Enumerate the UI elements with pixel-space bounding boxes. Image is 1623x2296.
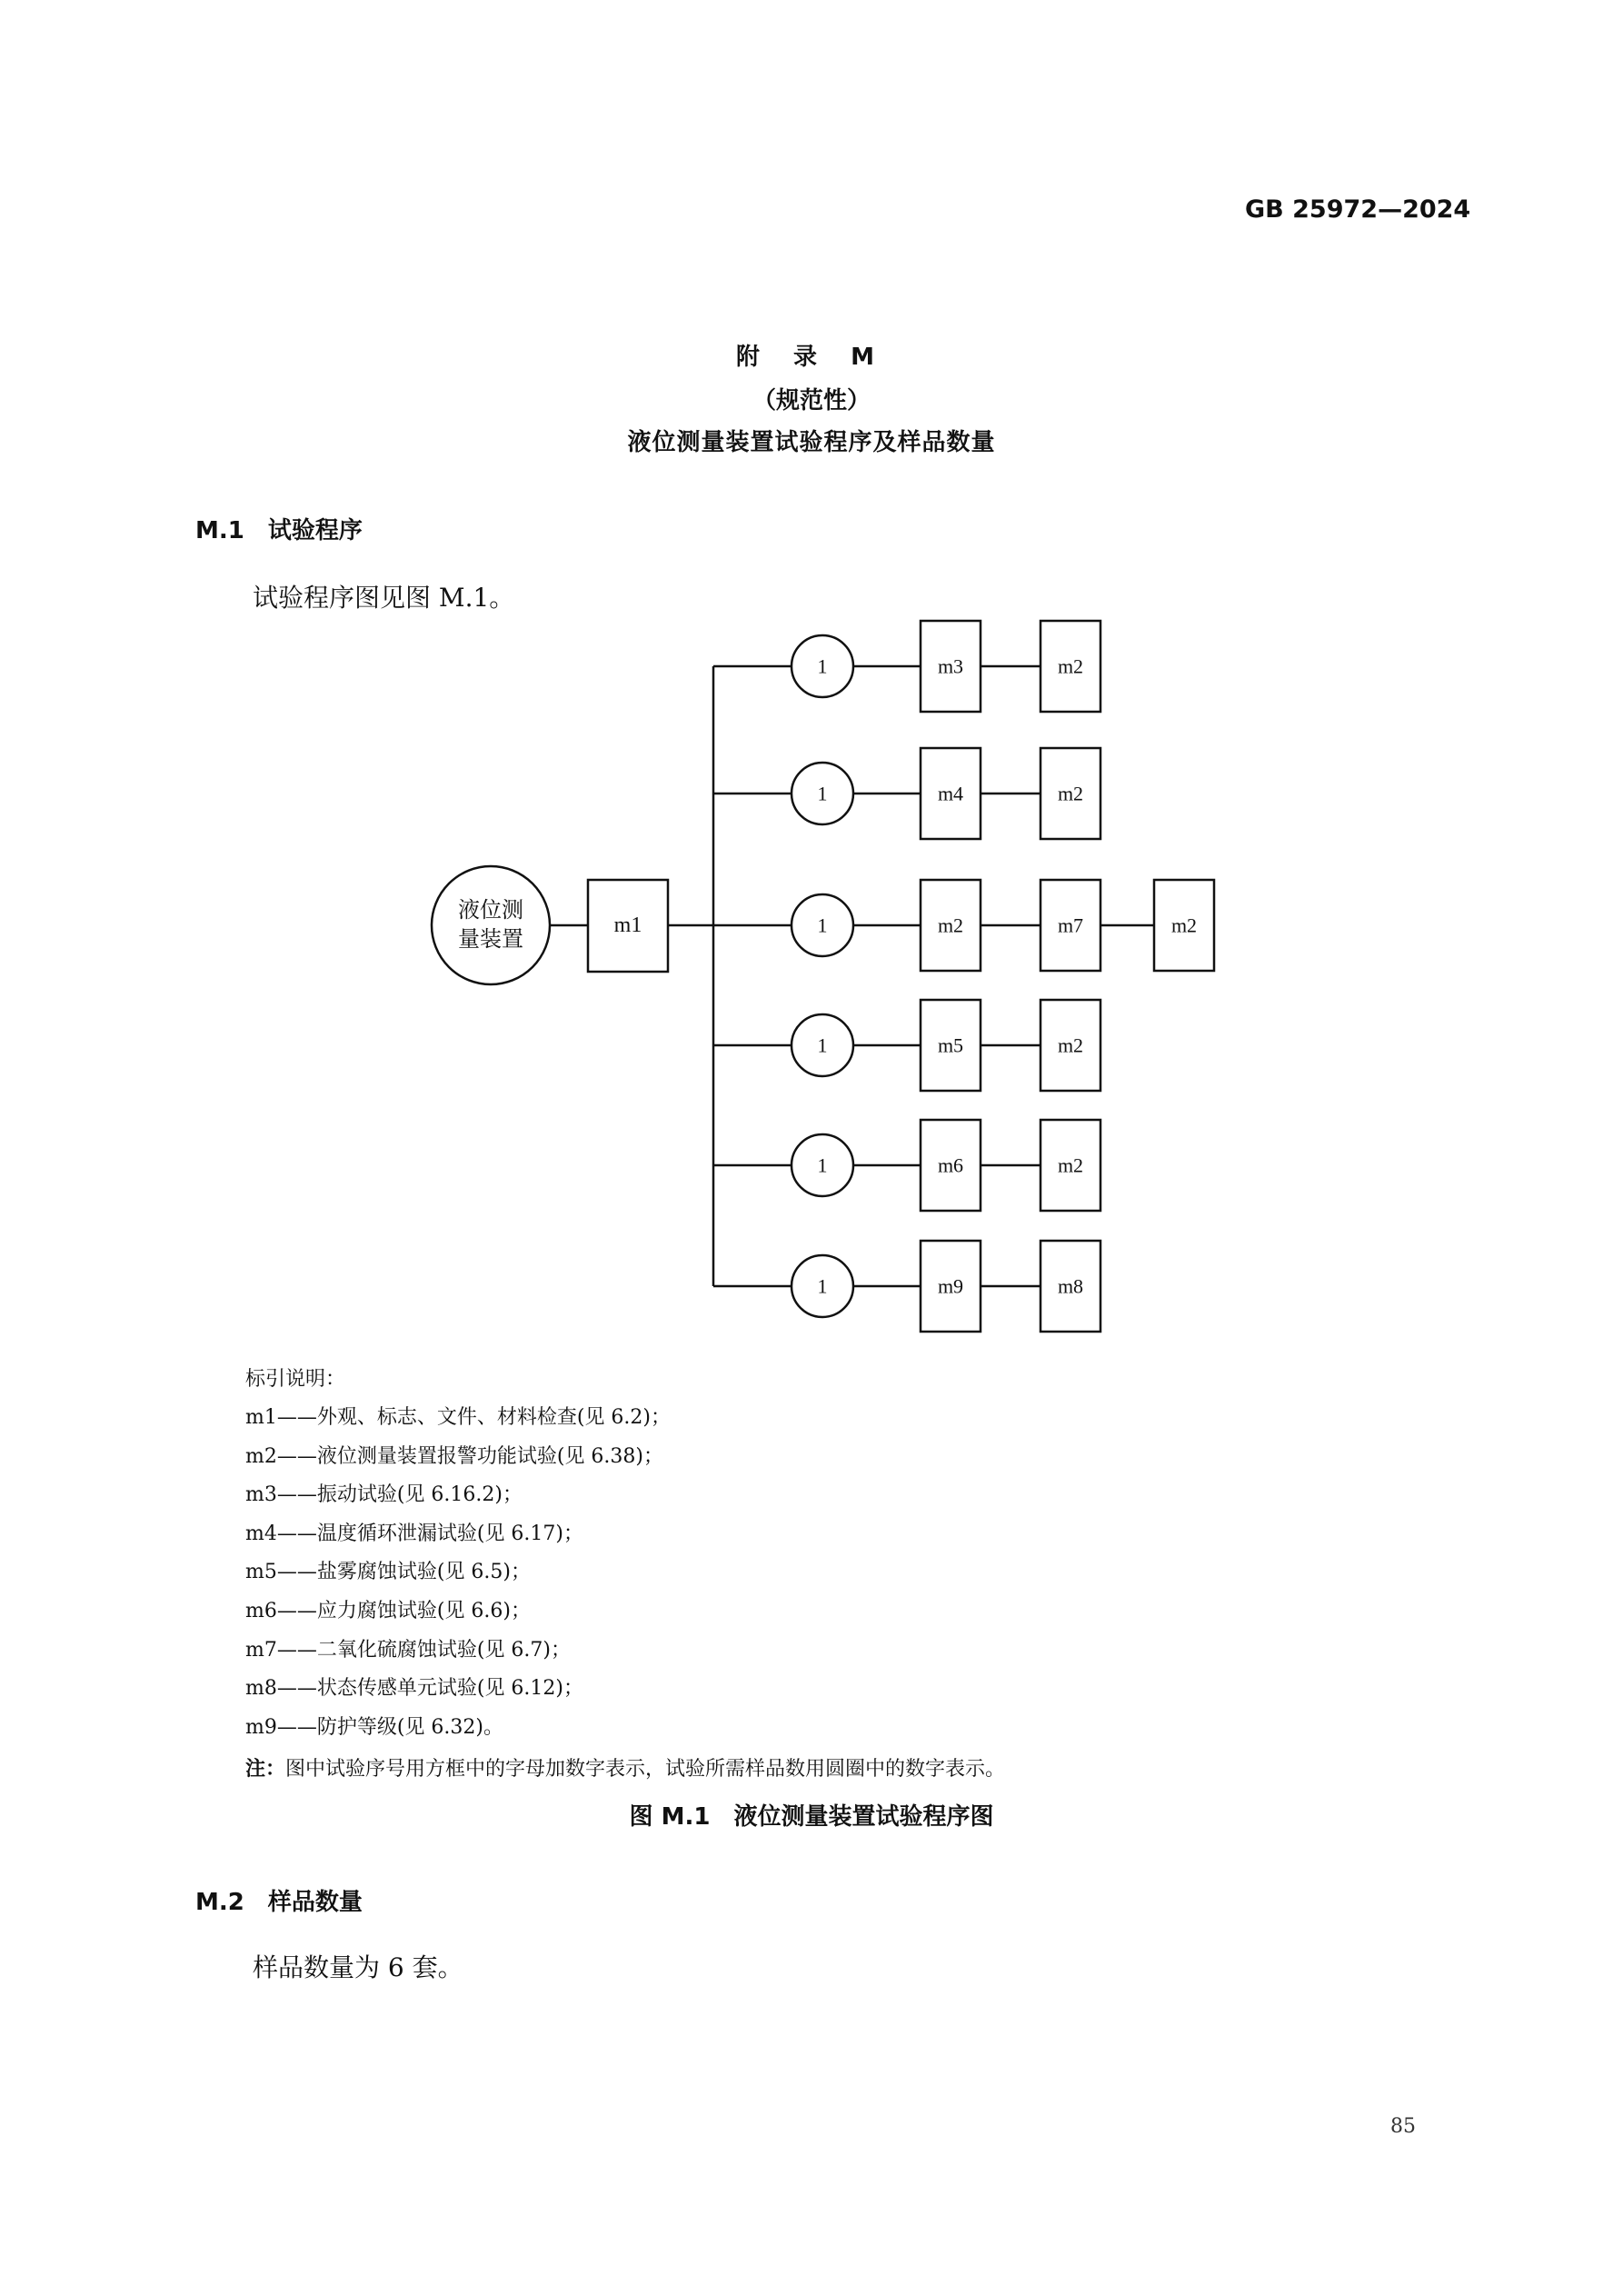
figure-caption: 图 M.1 液位测量装置试验程序图: [629, 1803, 994, 1831]
test-label: m2: [1057, 1033, 1084, 1057]
test-label: m7: [1057, 913, 1084, 937]
test-label-m1: m1: [613, 913, 642, 937]
sample-count-label: 1: [817, 1153, 828, 1177]
test-label: m4: [937, 782, 964, 805]
legend-item: m3——振动试验(见 6.16.2)；: [245, 1483, 523, 1507]
test-label: m5: [937, 1033, 964, 1057]
sample-count-label: 1: [817, 913, 828, 937]
page-number: 85: [1390, 2115, 1416, 2138]
section-heading-m1: M.1 试验程序: [195, 517, 363, 544]
legend-item: m8——状态传感单元试验(见 6.12)；: [245, 1677, 584, 1701]
legend-item: m1——外观、标志、文件、材料检查(见 6.2)；: [245, 1406, 672, 1429]
legend-item: m2——液位测量装置报警功能试验(见 6.38)；: [245, 1444, 664, 1468]
start-node-circle: [432, 866, 550, 984]
sample-count-label: 1: [817, 1033, 828, 1057]
test-label: m6: [937, 1153, 964, 1177]
test-label: m2: [1057, 782, 1084, 805]
note-label: 注：: [245, 1758, 286, 1781]
test-label: m8: [1057, 1274, 1084, 1298]
note-text: 图中试验序号用方框中的字母加数字表示，试验所需样品数用圆圈中的数字表示。: [285, 1758, 1006, 1781]
legend-item: m7——二氧化硫腐蚀试验(见 6.7)；: [245, 1638, 572, 1662]
legend-title: 标引说明：: [245, 1368, 346, 1391]
annex-nature: （规范性）: [752, 387, 871, 414]
test-label: m9: [937, 1274, 964, 1298]
standard-code: GB 25972—2024: [1245, 195, 1471, 224]
legend-note: [245, 1753, 1005, 1782]
sample-count-label: 1: [817, 782, 828, 805]
annex-title: 附 录 M: [736, 344, 887, 371]
sample-count-label: 1: [817, 654, 828, 678]
section-heading-m2: M.2 样品数量: [195, 1889, 363, 1916]
start-node-label: 液位测: [458, 899, 523, 923]
legend-item: m6——应力腐蚀试验(见 6.6)；: [245, 1600, 532, 1622]
test-label: m3: [937, 654, 964, 678]
legend-item: m5——盐雾腐蚀试验(见 6.5)；: [245, 1561, 532, 1584]
test-label: m2: [1170, 913, 1198, 937]
legend-item: m4——温度循环泄漏试验(见 6.17)；: [245, 1522, 584, 1545]
test-label: m2: [1057, 1153, 1084, 1177]
start-node-label: 量装置: [458, 928, 523, 952]
test-label: m2: [937, 913, 964, 937]
test-label: m2: [1057, 654, 1084, 678]
section-paragraph-m1: 试验程序图见图 M.1。: [253, 583, 515, 613]
annex-subtitle: 液位测量装置试验程序及样品数量: [627, 429, 996, 456]
legend-item: m9——防护等级(见 6.32)。: [245, 1715, 504, 1739]
section-paragraph-m2: 样品数量为 6 套。: [253, 1952, 463, 1982]
sample-count-label: 1: [817, 1274, 828, 1298]
